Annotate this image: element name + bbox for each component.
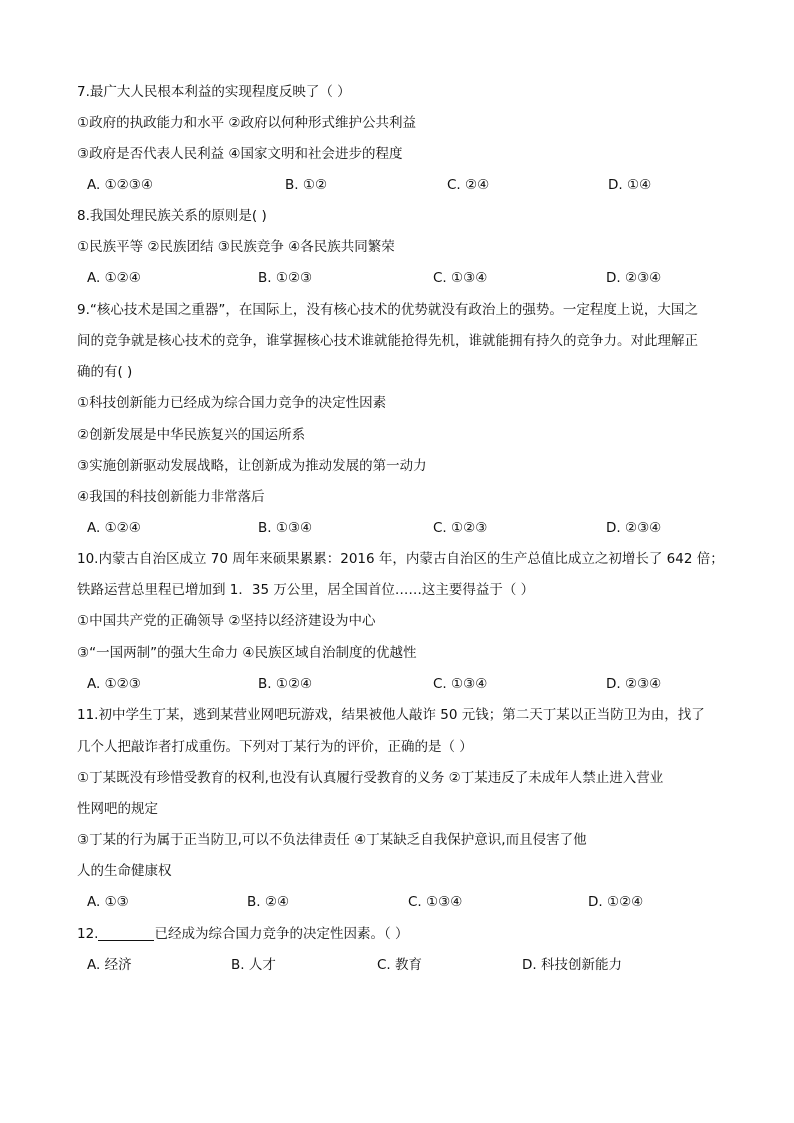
q7-statement-line: ①政府的执政能力和水平 ②政府以何种形式维护公共利益	[77, 115, 416, 131]
q11-statement-line: 性网吧的规定	[77, 801, 158, 817]
q10-stem: 铁路运营总里程已增加到 1．35 万公里，居全国首位……这主要得益于（ ）	[77, 582, 535, 598]
q12-option-b: B. 人才	[231, 957, 276, 973]
q9-statement-line: ②创新发展是中华民族复兴的国运所系	[77, 427, 306, 443]
q7-option-d: D. ①④	[608, 177, 652, 193]
q9-options	[87, 518, 727, 538]
q11-option-d: D. ①②④	[588, 894, 644, 910]
q7-option-c: C. ②④	[447, 177, 490, 193]
q11-option-c: C. ①③④	[408, 894, 463, 910]
q9-statement-line: ①科技创新能力已经成为综合国力竞争的决定性因素	[77, 395, 387, 411]
q8-option-a: A. ①②④	[87, 270, 141, 286]
q7-option-a: A. ①②③④	[87, 177, 153, 193]
q7-options	[87, 175, 727, 195]
q9-option-c: C. ①②③	[433, 520, 488, 536]
q9-stem: 确的有( )	[77, 364, 133, 380]
q9-statement-line: ④我国的科技创新能力非常落后	[77, 489, 265, 505]
q9-option-d: D. ②③④	[606, 520, 662, 536]
q12-stem	[77, 924, 409, 944]
q10-stem: 10.内蒙古自治区成立 70 周年来硕果累累：2016 年，内蒙古自治区的生产总值比成立之初增长了 642 倍；	[77, 551, 724, 567]
q9-stem: 9.“核心技术是国之重器”，在国际上，没有核心技术的优势就没有政治上的强势。一定程度上说，大国之	[77, 302, 698, 318]
q9-option-a: A. ①②④	[87, 520, 141, 536]
q10-option-c: C. ①③④	[433, 676, 488, 692]
q11-option-a: A. ①③	[87, 894, 129, 910]
q11-statement-line: ①丁某既没有珍惜受教育的权利,也没有认真履行受教育的义务 ②丁某违反了未成年人禁止进入营业	[77, 770, 664, 786]
q10-option-b: B. ①②④	[258, 676, 313, 692]
q10-option-a: A. ①②③	[87, 676, 141, 692]
q10-option-d: D. ②③④	[606, 676, 662, 692]
q11-option-b: B. ②④	[247, 894, 290, 910]
q8-option-d: D. ②③④	[606, 270, 662, 286]
q11-stem: 11.初中学生丁某，逃到某营业网吧玩游戏，结果被他人敲诈 50 元钱；第二天丁某以正当防卫为由，找了	[77, 707, 705, 723]
q9-statement-line: ③实施创新驱动发展战略，让创新成为推动发展的第一动力	[77, 458, 427, 474]
q10-statement-line: ③“一国两制”的强大生命力 ④民族区域自治制度的优越性	[77, 645, 417, 661]
q8-statement-line: ①民族平等 ②民族团结 ③民族竞争 ④各民族共同繁荣	[77, 239, 395, 255]
q7-statement-line: ③政府是否代表人民利益 ④国家文明和社会进步的程度	[77, 146, 403, 162]
q10-options	[87, 674, 727, 694]
q12-option-c: C. 教育	[377, 957, 423, 973]
q11-options	[87, 892, 727, 912]
q11-statement-line: ③丁某的行为属于正当防卫,可以不负法律责任 ④丁某缺乏自我保护意识,而且侵害了他	[77, 832, 587, 848]
q12-option-a: A. 经济	[87, 957, 132, 973]
q9-option-b: B. ①③④	[258, 520, 313, 536]
q8-option-b: B. ①②③	[258, 270, 313, 286]
q9-stem: 间的竞争就是核心技术的竞争，谁掌握核心技术谁就能抢得先机，谁就能拥有持久的竞争力。对此理解正	[77, 333, 698, 349]
q12-number: 12.	[77, 926, 99, 942]
q8-stem: 8.我国处理民族关系的原则是( )	[77, 208, 267, 224]
q8-option-c: C. ①③④	[433, 270, 488, 286]
q12-stem-text: 已经成为综合国力竞争的决定性因素。（ ）	[154, 926, 409, 942]
q12-options	[87, 955, 727, 975]
q7-option-b: B. ①②	[285, 177, 328, 193]
q12-option-d: D. 科技创新能力	[522, 957, 622, 973]
q12-blank	[98, 926, 154, 941]
q7-stem: 7.最广大人民根本利益的实现程度反映了（ ）	[77, 84, 351, 100]
q11-statement-line: 人的生命健康权	[77, 863, 172, 879]
q10-statement-line: ①中国共产党的正确领导 ②坚持以经济建设为中心	[77, 613, 376, 629]
q11-stem: 几个人把敲诈者打成重伤。下列对丁某行为的评价，正确的是（ ）	[77, 739, 473, 755]
q8-options	[87, 268, 727, 288]
